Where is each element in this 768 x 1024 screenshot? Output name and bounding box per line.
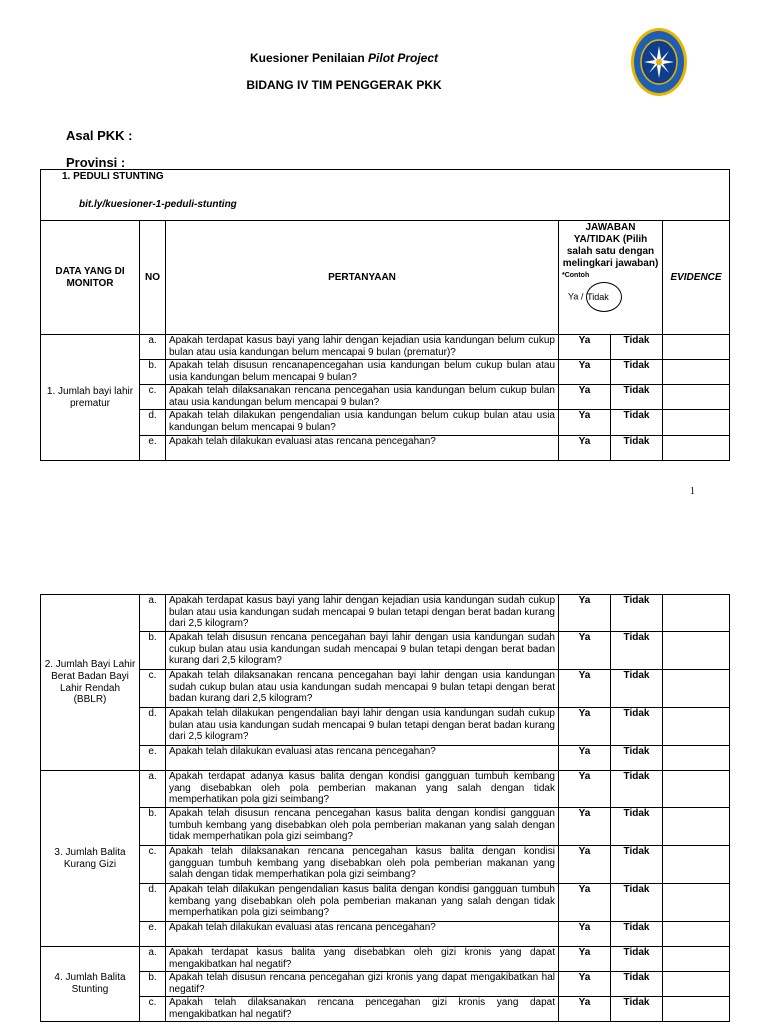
header-answer	[559, 221, 663, 335]
question-number: d.	[140, 410, 166, 436]
question-text: Apakah telah dilaksanakan rencana pencegahan bayi lahir dengan usia kandungan sudah cukup bulan atau usia kandungan sudah mencapai 9 bulan tetapi dengan berat badan kurang dari 2,5 kilogram?	[166, 670, 559, 708]
question-number: a.	[140, 595, 166, 632]
answer-ya-option[interactable]: Ya	[559, 632, 611, 670]
answer-ya-option[interactable]: Ya	[559, 360, 611, 385]
answer-tidak-option[interactable]: Tidak	[611, 746, 663, 771]
answer-ya-option[interactable]: Ya	[559, 746, 611, 771]
answer-tidak-option[interactable]: Tidak	[611, 947, 663, 972]
question-number: a.	[140, 335, 166, 360]
question-text: Apakah telah disusun rencana pencegahan gizi kronis yang dapat mengakibatkan hal negatif?	[166, 972, 559, 997]
question-row	[41, 436, 730, 461]
example-label: *Contoh	[562, 272, 590, 279]
question-text: Apakah terdapat adanya kasus balita dengan kondisi gangguan tumbuh kembang yang disebabkan oleh pola pemberian makanan yang salah dengan tidak memperhatikan pola gizi seimbang?	[166, 771, 559, 808]
question-number: e.	[140, 922, 166, 947]
question-number: a.	[140, 771, 166, 808]
section-title: 1. PEDULI STUNTING	[62, 171, 164, 182]
question-row	[41, 708, 730, 746]
example-tidak-circled: Tidak	[586, 282, 622, 312]
question-text: Apakah telah dilakukan pengendalian kasus balita dengan kondisi gangguan tumbuh kembang yang disebabkan oleh pola pemberian makanan yang salah dengan tidak memperhatikan pola gizi seimbang?	[166, 884, 559, 922]
question-number: c.	[140, 997, 166, 1022]
monitor-label: 4. Jumlah Balita Stunting	[41, 947, 140, 1022]
question-text: Apakah telah dilakukan evaluasi atas rencana pencegahan?	[166, 746, 559, 771]
question-number: b.	[140, 360, 166, 385]
example-answer	[568, 282, 659, 312]
example-ya: Ya /	[568, 291, 584, 302]
header-monitor: DATA YANG DI MONITOR	[41, 221, 140, 335]
provinsi-label: Provinsi :	[66, 155, 126, 170]
answer-ya-option[interactable]: Ya	[559, 972, 611, 997]
evidence-cell[interactable]	[663, 884, 730, 922]
answer-tidak-option[interactable]: Tidak	[611, 436, 663, 461]
evidence-cell[interactable]	[663, 846, 730, 884]
question-number: b.	[140, 632, 166, 670]
question-row	[41, 947, 730, 972]
question-number: b.	[140, 972, 166, 997]
answer-tidak-option[interactable]: Tidak	[611, 922, 663, 947]
question-row	[41, 884, 730, 922]
question-row	[41, 385, 730, 410]
answer-tidak-option[interactable]: Tidak	[611, 632, 663, 670]
answer-tidak-option[interactable]: Tidak	[611, 997, 663, 1022]
answer-tidak-option[interactable]: Tidak	[611, 360, 663, 385]
answer-ya-option[interactable]: Ya	[559, 708, 611, 746]
answer-ya-option[interactable]: Ya	[559, 997, 611, 1022]
answer-tidak-option[interactable]: Tidak	[611, 808, 663, 846]
evidence-cell[interactable]	[663, 997, 730, 1022]
question-row	[41, 846, 730, 884]
header-question: PERTANYAAN	[166, 221, 559, 335]
evidence-cell[interactable]	[663, 947, 730, 972]
answer-tidak-option[interactable]: Tidak	[611, 972, 663, 997]
evidence-cell[interactable]	[663, 972, 730, 997]
document-title-italic: Pilot Project	[368, 51, 439, 65]
questionnaire-table-page2	[40, 594, 730, 1022]
evidence-cell[interactable]	[663, 670, 730, 708]
question-text: Apakah terdapat kasus bayi yang lahir dengan kejadian usia kandungan belum cukup bulan atau usia kandungan belum mencapai 9 bulan (prematur)?	[166, 335, 559, 360]
header-answer-text: JAWABAN YA/TIDAK (Pilih salah satu dengan melingkari jawaban)	[562, 222, 659, 269]
question-text: Apakah telah dilakukan pengendalian bayi lahir dengan usia kandungan sudah cukup bulan atau usia kandungan sudah mencapai 9 bulan tetapi dengan berat badan kurang dari 2,5 kilogram?	[166, 708, 559, 746]
question-number: d.	[140, 884, 166, 922]
answer-tidak-option[interactable]: Tidak	[611, 410, 663, 436]
question-text: Apakah telah disusun rencana pencegahan bayi lahir dengan usia kandungan sudah cukup bulan atau usia kandungan sudah mencapai 9 bulan tetapi dengan berat badan kurang dari 2,5 kilogram?	[166, 632, 559, 670]
question-number: e.	[140, 436, 166, 461]
question-text: Apakah telah dilaksanakan rencana pencegahan usia kandungan belum cukup bulan atau usia kandungan belum mencapai 9 bulan?	[166, 385, 559, 410]
question-text: Apakah terdapat kasus bayi yang lahir dengan kejadian usia kandungan sudah cukup bulan atau usia kandungan sudah mencapai 9 bulan tetapi dengan berat badan kurang dari 2,5 kilogram?	[166, 595, 559, 632]
answer-ya-option[interactable]: Ya	[559, 385, 611, 410]
answer-tidak-option[interactable]: Tidak	[611, 771, 663, 808]
evidence-cell[interactable]	[663, 708, 730, 746]
evidence-cell[interactable]	[663, 746, 730, 771]
answer-ya-option[interactable]: Ya	[559, 771, 611, 808]
question-number: b.	[140, 808, 166, 846]
question-row	[41, 335, 730, 360]
pkk-emblem-icon	[630, 27, 688, 97]
answer-ya-option[interactable]: Ya	[559, 947, 611, 972]
answer-tidak-option[interactable]: Tidak	[611, 595, 663, 632]
question-text: Apakah telah disusun rencanapencegahan usia kandungan belum cukup bulan atau usia kandungan belum mencapai 9 bulan?	[166, 360, 559, 385]
question-row	[41, 808, 730, 846]
header-evidence: EVIDENCE	[663, 221, 730, 335]
question-row	[41, 972, 730, 997]
answer-ya-option[interactable]: Ya	[559, 922, 611, 947]
question-row	[41, 771, 730, 808]
answer-tidak-option[interactable]: Tidak	[611, 670, 663, 708]
question-number: d.	[140, 708, 166, 746]
question-number: a.	[140, 947, 166, 972]
evidence-cell[interactable]	[663, 360, 730, 385]
monitor-label: 1. Jumlah bayi lahir prematur	[41, 335, 140, 461]
question-row	[41, 746, 730, 771]
question-row	[41, 632, 730, 670]
question-row	[41, 997, 730, 1022]
evidence-cell[interactable]	[663, 385, 730, 410]
evidence-cell[interactable]	[663, 808, 730, 846]
answer-tidak-option[interactable]: Tidak	[611, 846, 663, 884]
evidence-cell[interactable]	[663, 436, 730, 461]
answer-ya-option[interactable]: Ya	[559, 670, 611, 708]
asal-pkk-label: Asal PKK :	[66, 128, 133, 143]
answer-tidak-option[interactable]: Tidak	[611, 385, 663, 410]
monitor-label: 3. Jumlah Balita Kurang Gizi	[41, 771, 140, 947]
question-text: Apakah telah dilakukan evaluasi atas rencana pencegahan?	[166, 922, 559, 947]
monitor-label: 2. Jumlah Bayi Lahir Berat Badan Bayi Lahir Rendah (BBLR)	[41, 595, 140, 771]
question-text: Apakah telah dilakukan evaluasi atas rencana pencegahan?	[166, 436, 559, 461]
document-title: Kuesioner Penilaian Pilot Project	[249, 51, 439, 65]
answer-ya-option[interactable]: Ya	[559, 335, 611, 360]
question-text: Apakah telah dilaksanakan rencana pencegahan kasus balita dengan kondisi gangguan tumbuh kembang yang disebabkan oleh pola pemberian makanan yang salah dengan tidak memperhatikan pola gizi seimbang?	[166, 846, 559, 884]
evidence-cell[interactable]	[663, 922, 730, 947]
question-text: Apakah telah dilaksanakan rencana pencegahan gizi kronis yang dapat mengakibatkan hal negatif?	[166, 997, 559, 1022]
section-header	[41, 170, 730, 221]
question-row	[41, 410, 730, 436]
document-subtitle: BIDANG IV TIM PENGGERAK PKK	[246, 78, 442, 92]
answer-ya-option[interactable]: Ya	[559, 595, 611, 632]
question-text: Apakah telah disusun rencana pencegahan kasus balita dengan kondisi gangguan tumbuh kembang yang disebabkan oleh pola pemberian makanan yang salah dengan tidak memperhatikan pola gizi seimbang?	[166, 808, 559, 846]
answer-tidak-option[interactable]: Tidak	[611, 335, 663, 360]
question-row	[41, 922, 730, 947]
question-number: e.	[140, 746, 166, 771]
evidence-cell[interactable]	[663, 595, 730, 632]
answer-ya-option[interactable]: Ya	[559, 808, 611, 846]
question-text: Apakah terdapat kasus balita yang disebabkan oleh gizi kronis yang dapat mengakibatkan hal negatif?	[166, 947, 559, 972]
question-text: Apakah telah dilakukan pengendalian usia kandungan belum cukup bulan atau usia kandungan belum mencapai 9 bulan?	[166, 410, 559, 436]
answer-ya-option[interactable]: Ya	[559, 846, 611, 884]
answer-ya-option[interactable]: Ya	[559, 436, 611, 461]
question-row	[41, 360, 730, 385]
question-row	[41, 595, 730, 632]
evidence-cell[interactable]	[663, 771, 730, 808]
page-number: 1	[690, 486, 695, 497]
questionnaire-table-page1	[40, 169, 730, 461]
evidence-cell[interactable]	[663, 410, 730, 436]
section-link[interactable]: bit.ly/kuesioner-1-peduli-stunting	[79, 198, 237, 210]
answer-ya-option[interactable]: Ya	[559, 884, 611, 922]
answer-tidak-option[interactable]: Tidak	[611, 884, 663, 922]
evidence-cell[interactable]	[663, 632, 730, 670]
evidence-cell[interactable]	[663, 335, 730, 360]
answer-ya-option[interactable]: Ya	[559, 410, 611, 436]
header-no: NO	[140, 221, 166, 335]
question-row	[41, 670, 730, 708]
answer-tidak-option[interactable]: Tidak	[611, 708, 663, 746]
question-number: c.	[140, 670, 166, 708]
question-number: c.	[140, 846, 166, 884]
question-number: c.	[140, 385, 166, 410]
